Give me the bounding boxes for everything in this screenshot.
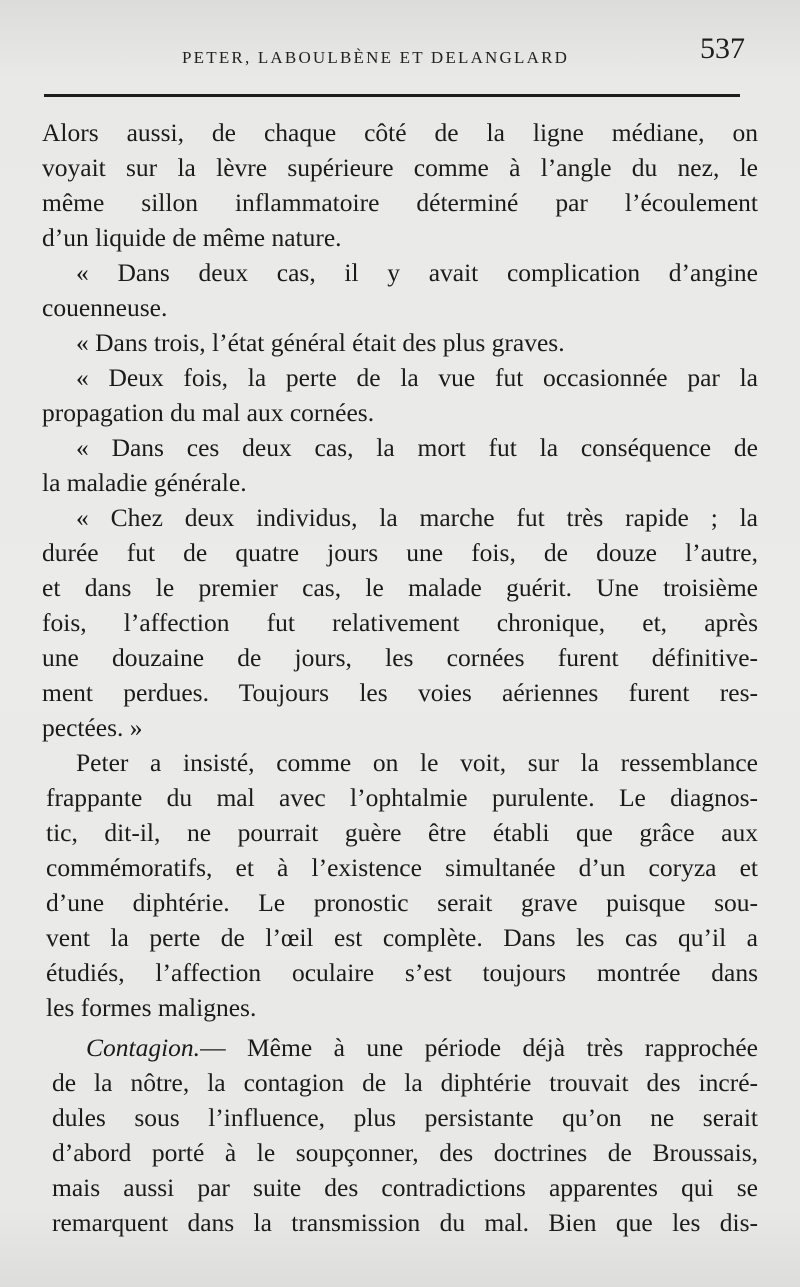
text-line: tic, dit-il, ne pourrait guère être établi que grâce aux: [46, 818, 758, 847]
text-line: « Dans deux cas, il y avait complication d’angine: [76, 258, 758, 287]
text-line: remarquent dans la transmission du mal. Bien que les dis-: [52, 1208, 758, 1237]
running-title: PETER, LABOULBÈNE ET DELANGLARD: [182, 48, 570, 67]
text-line: de la nôtre, la contagion de la diphtérie trouvait des incré-: [52, 1068, 758, 1097]
section-first-line: — Même à une période déjà très rapprochée: [200, 1033, 758, 1062]
text-line: couenneuse.: [42, 293, 168, 322]
text-line: « Chez deux individus, la marche fut très rapide ; la: [76, 503, 758, 532]
text-line: vent la perte de l’œil est complète. Dans les cas qu’il a: [46, 923, 758, 952]
text-line: commémoratifs, et à l’existence simultanée d’un coryza et: [46, 853, 758, 882]
text-line: durée fut de quatre jours une fois, de douze l’autre,: [42, 538, 758, 567]
text-line: propagation du mal aux cornées.: [42, 398, 375, 427]
text-line: mais aussi par suite des contradictions apparentes qui se: [52, 1173, 758, 1202]
header-rule: [44, 94, 740, 97]
text-line: et dans le premier cas, le malade guérit. Une troisième: [42, 573, 758, 602]
text-line: Peter a insisté, comme on le voit, sur la ressemblance: [76, 748, 758, 777]
text-line: pectées. »: [42, 713, 143, 742]
text-line: ment perdues. Toujours les voies aériennes furent res-: [42, 678, 758, 707]
section-heading: Contagion.: [86, 1033, 201, 1062]
text-line: d’un liquide de même nature.: [42, 223, 342, 252]
text-line: la maladie générale.: [42, 468, 247, 497]
text-line: d’une diphtérie. Le pronostic serait grave puisque sou-: [46, 888, 758, 917]
text-line: une douzaine de jours, les cornées furent définitive-: [42, 643, 758, 672]
text-line: d’abord porté à le soupçonner, des doctrines de Broussais,: [52, 1138, 758, 1167]
section-paragraph-line: [86, 1030, 758, 1065]
text-line: « Deux fois, la perte de la vue fut occasionnée par la: [76, 363, 758, 392]
text-line: les formes malignes.: [46, 993, 257, 1022]
text-line: même sillon inflammatoire déterminé par l’écoulement: [42, 188, 758, 217]
page-header: [0, 28, 800, 72]
page-number: 537: [700, 32, 745, 65]
text-line: fois, l’affection fut relativement chronique, et, après: [42, 608, 758, 637]
text-line: frappante du mal avec l’ophtalmie purulente. Le diagnos-: [46, 783, 758, 812]
text-line: voyait sur la lèvre supérieure comme à l’angle du nez, le: [42, 153, 758, 182]
text-line: Alors aussi, de chaque côté de la ligne médiane, on: [42, 118, 758, 147]
text-line: « Dans trois, l’état général était des plus graves.: [76, 328, 565, 357]
text-line: dules sous l’influence, plus persistante qu’on ne serait: [52, 1103, 758, 1132]
text-line: étudiés, l’affection oculaire s’est toujours montrée dans: [46, 958, 758, 987]
text-line: « Dans ces deux cas, la mort fut la conséquence de: [76, 433, 758, 462]
